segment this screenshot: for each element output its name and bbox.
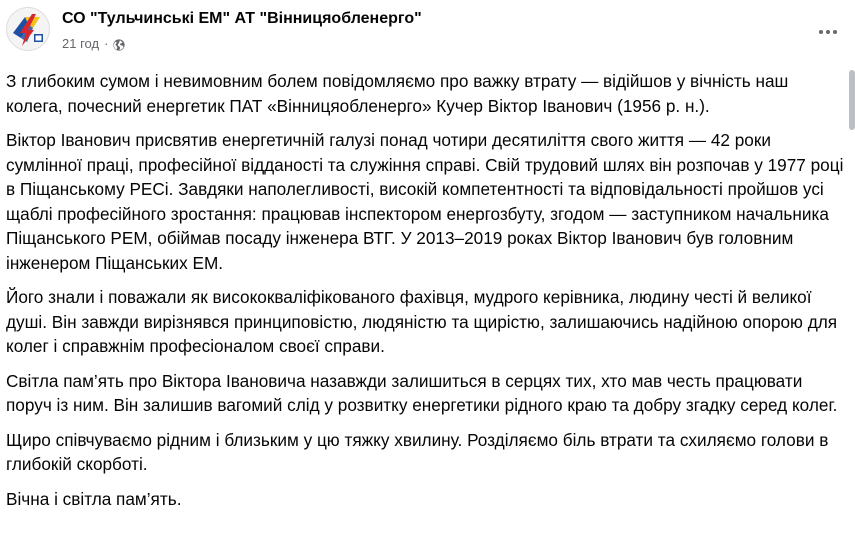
post-paragraph: Вічна і світла пам’ять. (6, 488, 182, 509)
meta-separator: · (104, 36, 109, 51)
post-paragraph: З глибоким сумом і невимовним болем повідомляємо про важку втрату — відійшов у вічність наш колега, почесний енергетик ПАТ «Вінницяобленерго» Кучер Віктор Іванович (1956 р. н.). (6, 71, 789, 116)
post-meta (62, 35, 125, 53)
scrollbar-thumb[interactable] (849, 70, 855, 130)
post-time[interactable]: 21 год (62, 36, 100, 51)
page-name[interactable]: СО "Тульчинські ЕМ" АТ "Вінницяобленерго" (62, 10, 422, 27)
company-logo-icon (7, 8, 49, 50)
more-options-button[interactable] (810, 14, 846, 50)
scrollbar[interactable] (849, 0, 855, 548)
more-options-icon (819, 30, 823, 34)
post-paragraph: Його знали і поважали як висококваліфікованого фахівця, мудрого керівника, людину честі й великої душі. Він завжди вирізнявся принциповістю, людяністю та щирістю, залишаючись надійною опорою для колег і справжнім професіоналом своєї справи. (6, 287, 838, 356)
post-text (6, 69, 846, 521)
globe-icon[interactable] (113, 38, 125, 50)
post-header (0, 0, 855, 62)
post-paragraph: Щиро співчуваємо рідним і близьким у цю тяжку хвилину. Розділяємо біль втрати та схиляємо голови в глибокій скорботі. (6, 429, 829, 474)
post-paragraph: Віктор Іванович присвятив енергетичній галузі понад чотири десятиліття свого життя — 42 роки сумлінної праці, професійної відданості та служіння справі. Свій трудовий шлях він розпочав у 1977 році в Піщанському РЕСі. Завдяки наполегливості, високій компетентності та відповідальності пройшов усі щаблі професійного зростання: працював інспектором енергозбуту, згодом — заступником начальника Піщанського РЕМ, обіймав посаду інженера ВТГ. У 2013–2019 роках Віктор Іванович був головним інженером Піщанських ЕМ. (6, 130, 844, 273)
post-paragraph: Світла пам’ять про Віктора Івановича назавжди залишиться в серцях тих, хто мав честь працювати поруч із ним. Він залишив вагомий слід у розвитку енергетики рідного краю та добру згадку серед колег. (6, 370, 838, 415)
page-avatar[interactable] (6, 7, 50, 51)
